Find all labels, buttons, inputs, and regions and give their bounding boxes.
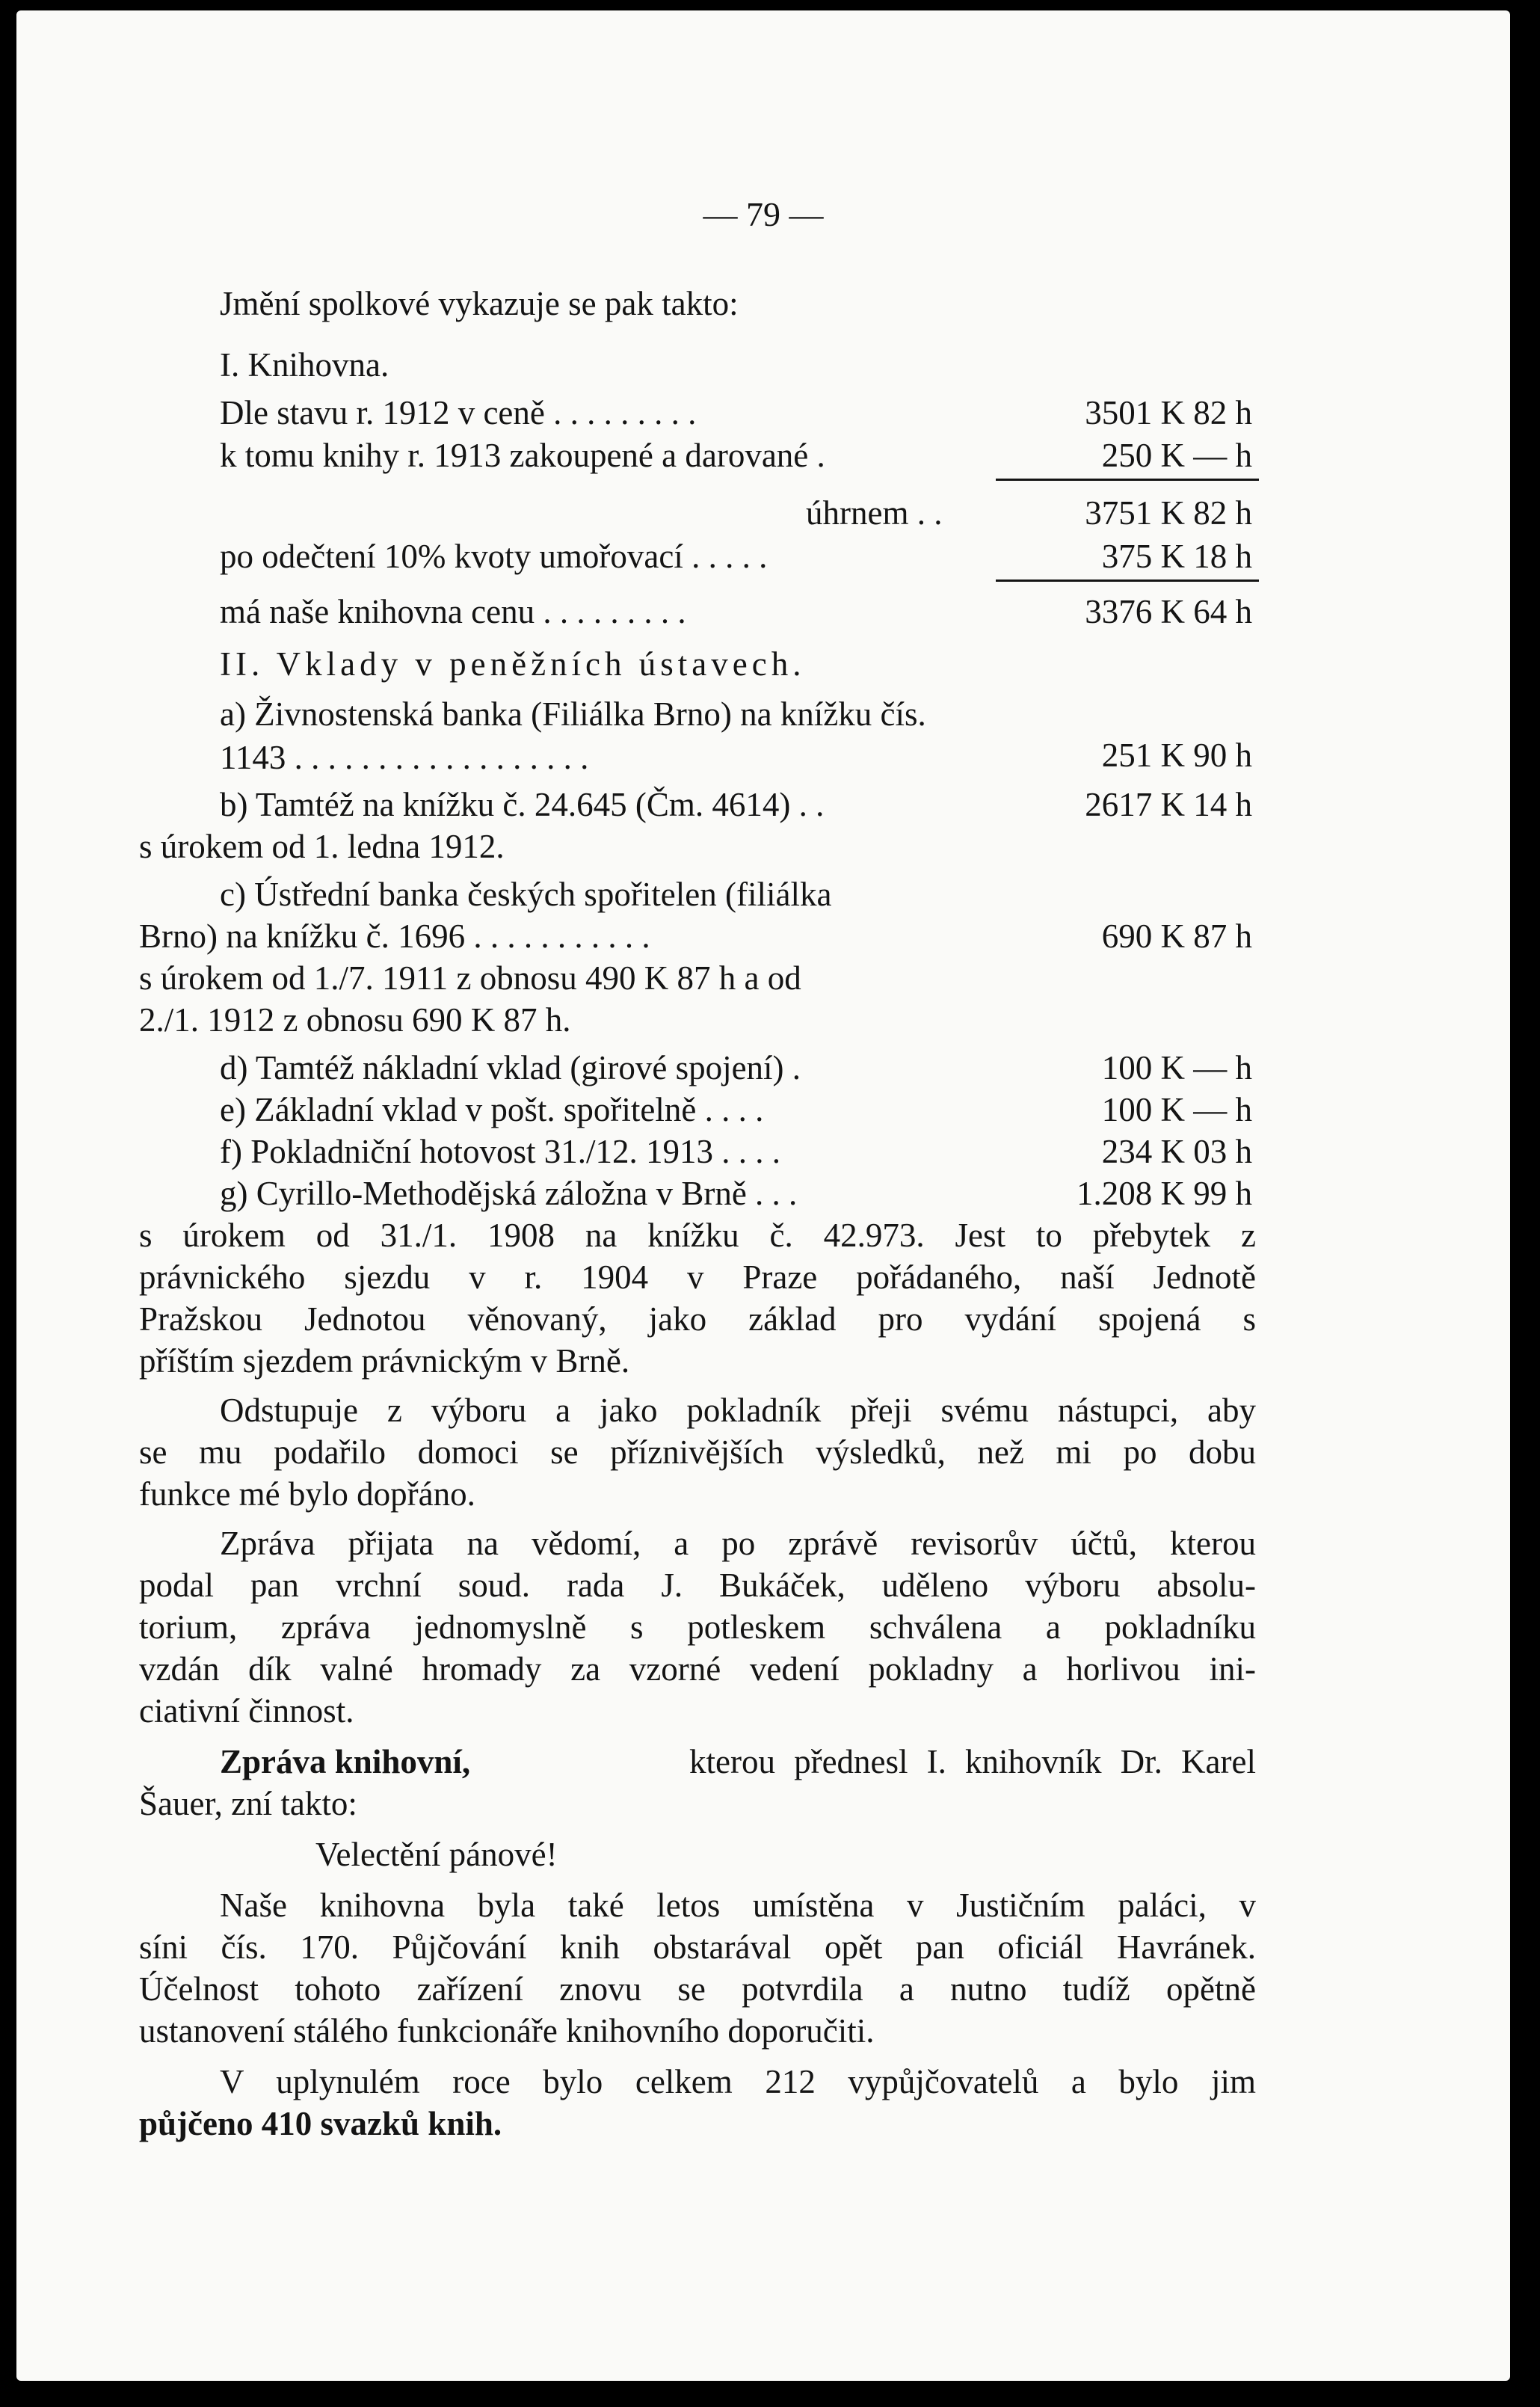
page-number: — 79 — — [703, 195, 824, 233]
para2-line: funkce mé bylo dopřáno. — [139, 1475, 475, 1513]
row-label: úhrnem . . — [806, 494, 943, 532]
g-paragraph-line: s úrokem od 31./1. 1908 na knížku č. 42.973. Jest to přebytek z — [139, 1217, 1256, 1254]
sum-rule — [996, 580, 1259, 582]
item-c-line4: 2./1. 1912 z obnosu 690 K 87 h. — [139, 1001, 571, 1039]
para2-line: se mu podařilo domoci se příznivějších výsledků, než mi po dobu — [139, 1433, 1256, 1471]
section-knihovna-title: I. Knihovna. — [220, 346, 389, 384]
item-a-amount: 251 K 90 h — [1101, 737, 1252, 774]
row-label: k tomu knihy r. 1913 zakoupené a darované . — [220, 437, 825, 474]
document-page — [16, 10, 1510, 2381]
row-label: po odečtení 10% kvoty umořovací . . . . . — [220, 538, 768, 575]
row-amount: 375 K 18 h — [1101, 538, 1252, 575]
item-c-line3: s úrokem od 1./7. 1911 z obnosu 490 K 87 h a od — [139, 959, 801, 997]
item-c-line1: c) Ústřední banka českých spořitelen (filiálka — [220, 876, 832, 913]
item-f-text: f) Pokladniční hotovost 31./12. 1913 . . . . — [220, 1133, 780, 1170]
g-paragraph-line: právnického sjezdu v r. 1904 v Praze pořádaného, naší Jednotě — [139, 1258, 1256, 1296]
report-heading: Zpráva knihovní, — [220, 1743, 471, 1780]
item-c-amount: 690 K 87 h — [1101, 917, 1252, 955]
para3-line: vzdán dík valné hromady za vzorné vedení pokladny a horlivou ini- — [139, 1650, 1256, 1688]
para6-line: půjčeno 410 svazků knih. — [139, 2105, 502, 2142]
item-b-amount: 2617 K 14 h — [1085, 786, 1252, 823]
para3-line: Zpráva přijata na vědomí, a po zprávě revisorův účtů, kterou — [220, 1525, 1256, 1562]
row-amount: 3501 K 82 h — [1085, 394, 1252, 431]
item-g-amount: 1.208 K 99 h — [1077, 1175, 1252, 1212]
section-vklady-title: II. Vklady v peněžních ústavech. — [220, 645, 806, 683]
item-b-note: s úrokem od 1. ledna 1912. — [139, 828, 505, 865]
row-amount: 3376 K 64 h — [1085, 593, 1252, 630]
report-intro-line2: Šauer, zní takto: — [139, 1785, 357, 1822]
row-amount: 250 K — h — [1101, 437, 1252, 474]
item-d-text: d) Tamtéž nákladní vklad (girové spojení) . — [220, 1049, 801, 1086]
para5-line: Naše knihovna byla také letos umístěna v Justičním paláci, v — [220, 1887, 1256, 1924]
para6-line: V uplynulém roce bylo celkem 212 vypůjčovatelů a bylo jim — [220, 2063, 1256, 2100]
row-label: Dle stavu r. 1912 v ceně . . . . . . . . . — [220, 394, 697, 431]
para5-line: Účelnost tohoto zařízení znovu se potvrdila a nutno tudíž opětně — [139, 1970, 1256, 2008]
para5-line: síni čís. 170. Půjčování knih obstarával opět pan oficiál Havránek. — [139, 1928, 1256, 1966]
item-d-amount: 100 K — h — [1101, 1049, 1252, 1086]
para3-line: podal pan vrchní soud. rada J. Bukáček, uděleno výboru absolu- — [139, 1567, 1256, 1604]
para2-line: Odstupuje z výboru a jako pokladník přeji svému nástupci, aby — [220, 1392, 1256, 1429]
greeting: Velectění pánové! — [315, 1836, 558, 1873]
para3-line: ciativní činnost. — [139, 1692, 354, 1730]
row-label: má naše knihovna cenu . . . . . . . . . — [220, 593, 686, 630]
para3-line: torium, zpráva jednomyslně s potleskem schválena a pokladníku — [139, 1608, 1256, 1646]
item-e-amount: 100 K — h — [1101, 1091, 1252, 1128]
g-paragraph-line: Pražskou Jednotou věnovaný, jako základ pro vydání spojená s — [139, 1300, 1256, 1338]
para5-line: ustanovení stálého funkcionáře knihovního doporučiti. — [139, 2012, 875, 2050]
g-paragraph-line: příštím sjezdem právnickým v Brně. — [139, 1342, 630, 1380]
intro-line: Jmění spolkové vykazuje se pak takto: — [220, 285, 739, 322]
item-e-text: e) Základní vklad v pošt. spořitelně . . . . — [220, 1091, 764, 1128]
row-amount: 3751 K 82 h — [1085, 494, 1252, 532]
report-intro: kterou přednesl I. knihovník Dr. Karel — [689, 1743, 1256, 1780]
item-b-text: b) Tamtéž na knížku č. 24.645 (Čm. 4614) . . — [220, 786, 825, 823]
item-c-line2: Brno) na knížku č. 1696 . . . . . . . . . . . — [139, 917, 650, 955]
sum-rule — [996, 479, 1259, 481]
item-a-text: a) Živnostenská banka (Filiálka Brno) na knížku čís. 1143 . . . . . . . . . . . . . . . . . . — [220, 695, 926, 776]
item-f-amount: 234 K 03 h — [1101, 1133, 1252, 1170]
item-g-text: g) Cyrillo-Methodějská záložna v Brně . . . — [220, 1175, 798, 1212]
